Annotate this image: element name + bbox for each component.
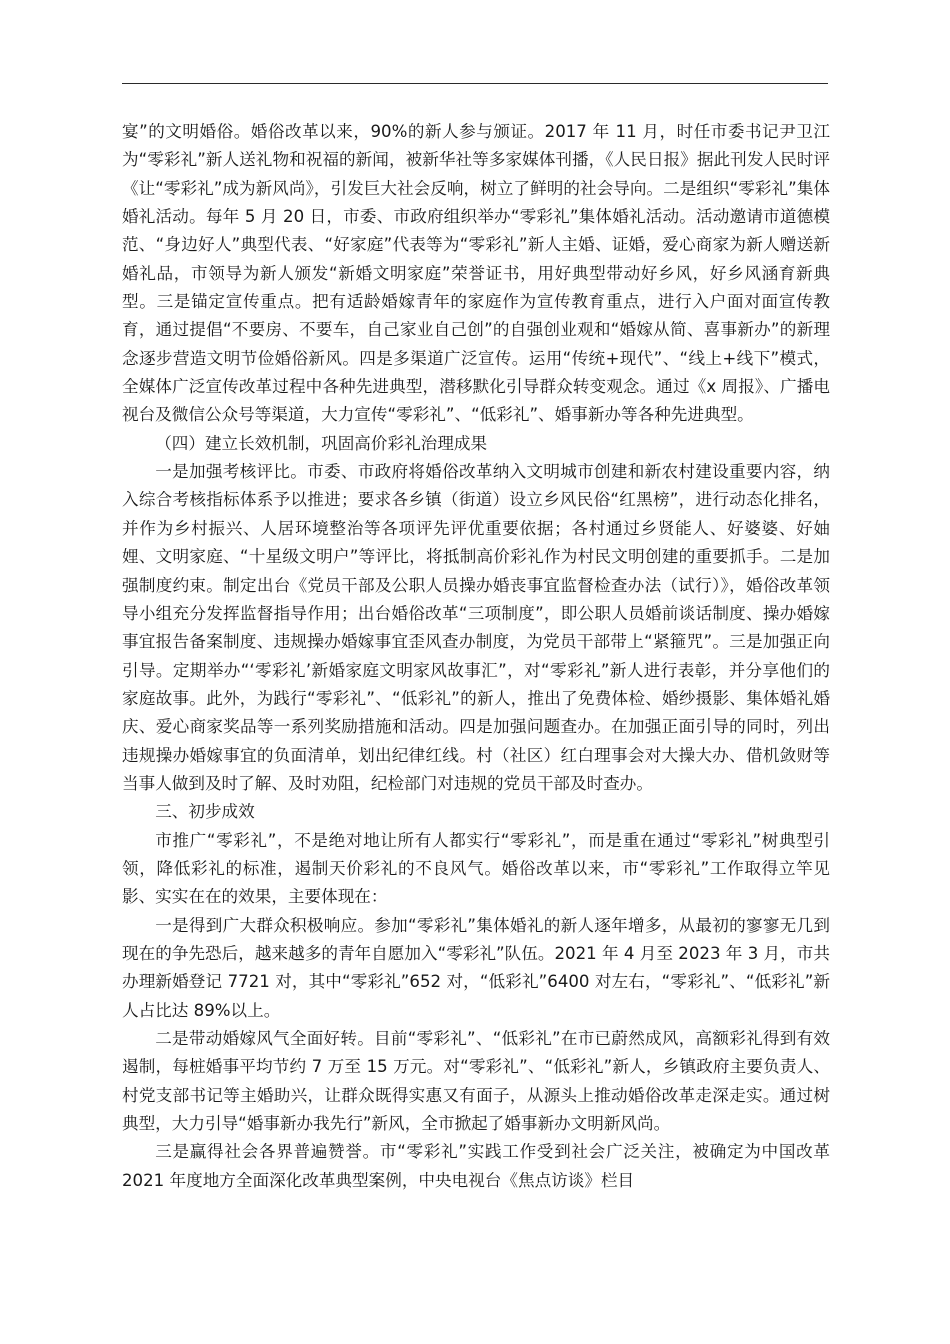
paragraph-results-intro: 市推广“零彩礼”，不是绝对地让所有人都实行“零彩礼”，而是重在通过“零彩礼”树典型引领，降低彩礼的标准，遏制天价彩礼的不良风气。婚俗改革以来，市“零彩礼”工作取得立竿见影、实实在在的效果，主要体现在： xyxy=(122,830,830,907)
section-heading-initial-results: 三、初步成效 xyxy=(155,802,255,822)
header-rule xyxy=(122,83,828,84)
paragraph-result-public-response: 一是得到广大群众积极响应。参加“零彩礼”集体婚礼的新人逐年增多，从最初的寥寥无几到现在的争先恐后，越来越多的青年自愿加入“零彩礼”队伍。2021 年 4 月至 2023 年 3 月，市共办理新婚登记 7721 对，其中“零彩礼”652 对，“低彩礼”6400 对左右，“零彩礼”、“低彩礼”新人占比达 89%以上。 xyxy=(122,915,830,1020)
paragraph-result-custom-improvement: 二是带动婚嫁风气全面好转。目前“零彩礼”、“低彩礼”在市已蔚然成风，高额彩礼得到有效遏制，每桩婚事平均节约 7 万至 15 万元。对“零彩礼”、“低彩礼”新人，乡镇政府主要负责人、村党支部书记等主婚助兴，让群众既得实惠又有面子，从源头上推动婚俗改革走深走实。通过树典型，大力引导“婚事新办我先行”新风，全市掀起了婚事新办文明新风尚。 xyxy=(122,1029,830,1134)
paragraph-result-social-acclaim: 三是赢得社会各界普遍赞誉。市“零彩礼”实践工作受到社会广泛关注，被确定为中国改革 2021 年度地方全面深化改革典型案例，中央电视台《焦点访谈》栏目 xyxy=(122,1142,830,1190)
document-body xyxy=(122,118,830,1195)
paragraph-continued-publicity: 宴”的文明婚俗。婚俗改革以来，90%的新人参与颁证。2017 年 11 月，时任市委书记尹卫江为“零彩礼”新人送礼物和祝福的新闻，被新华社等多家媒体刊播，《人民日报》据此刊发人民时评《让“零彩礼”成为新风尚》，引发巨大社会反响，树立了鲜明的社会导向。二是组织“零彩礼”集体婚礼活动。每年 5 月 20 日，市委、市政府组织举办“零彩礼”集体婚礼活动。活动邀请市道德模范、“身边好人”典型代表、“好家庭”代表等为“零彩礼”新人主婚、证婚，爱心商家为新人赠送新婚礼品，市领导为新人颁发“新婚文明家庭”荣誉证书，用好典型带动好乡风，好乡风涵育新典型。三是锚定宣传重点。把有适龄婚嫁青年的家庭作为宣传教育重点，进行入户面对面宣传教育，通过提倡“不要房、不要车，自己家业自己创”的自强创业观和“婚嫁从简、喜事新办”的新理念逐步营造文明节俭婚俗新风。四是多渠道广泛宣传。运用“传统+现代”、“线上+线下”模式，全媒体广泛宣传改革过程中各种先进典型，潜移默化引导群众转变观念。通过《x 周报》、广播电视台及微信公众号等渠道，大力宣传“零彩礼”、“低彩礼”、婚事新办等各种先进典型。 xyxy=(122,122,830,425)
section-heading-long-term-mechanism: （四）建立长效机制，巩固高价彩礼治理成果 xyxy=(155,433,488,453)
paragraph-long-term-mechanism: 一是加强考核评比。市委、市政府将婚俗改革纳入文明城市创建和新农村建设重要内容，纳入综合考核指标体系予以推进；要求各乡镇（街道）设立乡风民俗“红黑榜”，进行动态化排名，并作为乡村振兴、人居环境整治等各项评先评优重要依据；各村通过乡贤能人、好婆婆、好妯娌、文明家庭、“十星级文明户”等评比，将抵制高价彩礼作为村民文明创建的重要抓手。二是加强制度约束。制定出台《党员干部及公职人员操办婚丧事宜监督检查办法（试行）》，婚俗改革领导小组充分发挥监督指导作用；出台婚俗改革“三项制度”，即公职人员婚前谈话制度、操办婚嫁事宜报告备案制度、违规操办婚嫁事宜歪风查办制度，为党员干部带上“紧箍咒”。三是加强正向引导。定期举办“‘零彩礼’新婚家庭文明家风故事汇”，对“零彩礼”新人进行表彰，并分享他们的家庭故事。此外，为践行“零彩礼”、“低彩礼”的新人，推出了免费体检、婚纱摄影、集体婚礼婚庆、爱心商家奖品等一系列奖励措施和活动。四是加强问题查办。在加强正面引导的同时，列出违规操办婚嫁事宜的负面清单，划出纪律红线。村（社区）红白理事会对大操大办、借机敛财等当事人做到及时了解、及时劝阻，纪检部门对违规的党员干部及时查办。 xyxy=(122,462,830,793)
